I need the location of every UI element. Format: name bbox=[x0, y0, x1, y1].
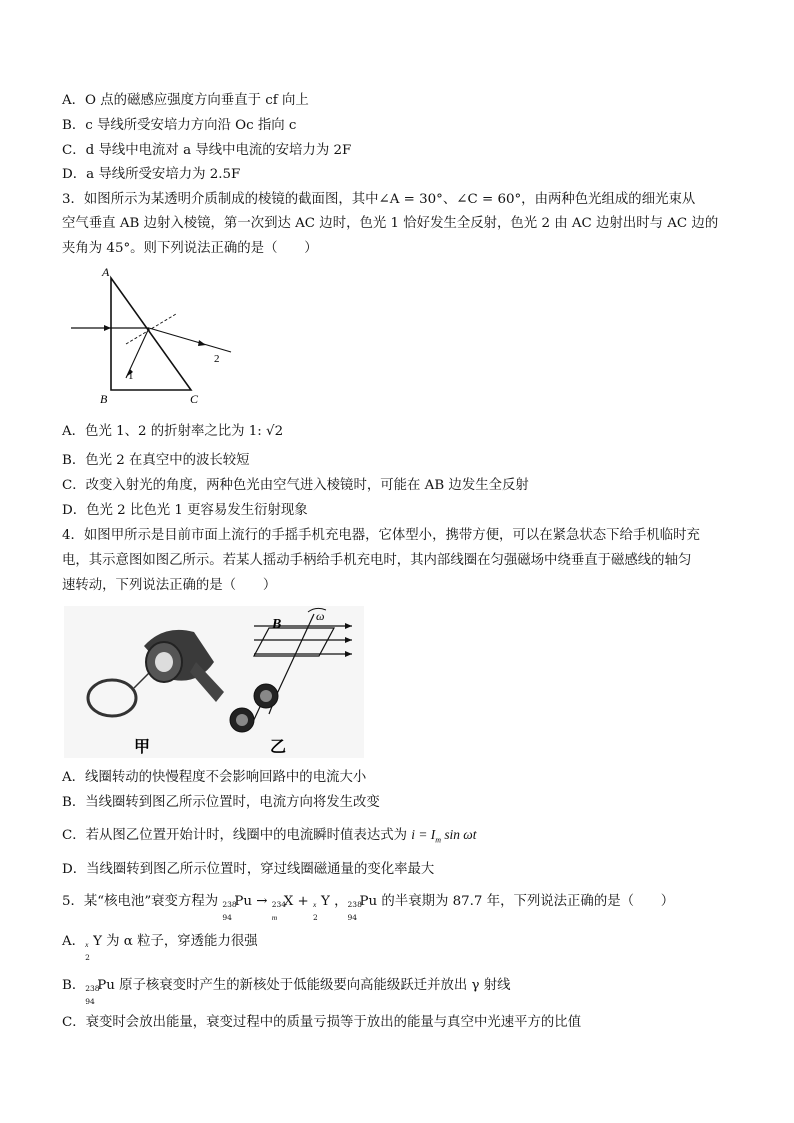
q4-option-b: B．当线圈转到图乙所示位置时，电流方向将发生改变 bbox=[62, 795, 380, 810]
prism-figure bbox=[66, 266, 241, 406]
reaction-arrow: → bbox=[252, 894, 272, 909]
pu-mass-2: 238 bbox=[347, 900, 362, 909]
q4-option-c-tail: sin ωt bbox=[440, 827, 477, 842]
q2-option-b: B．c 导线所受安培力方向沿 Oc 指向 c bbox=[62, 118, 297, 133]
q5-option-a-text: Y 为 α 粒子，穿透能力很强 bbox=[93, 934, 258, 949]
q5-a-y-mass: x bbox=[85, 940, 89, 949]
ray-2-arrow bbox=[198, 340, 206, 346]
q5-option-a bbox=[62, 933, 258, 962]
y-symbol: Y bbox=[321, 894, 330, 909]
q4-option-a: A．线圈转动的快慢程度不会影响回路中的电流大小 bbox=[62, 770, 367, 785]
field-b-label: B bbox=[272, 617, 282, 632]
prism-outline bbox=[111, 278, 191, 390]
q5-stem-pre: 5．某“核电池”衰变方程为 bbox=[62, 894, 223, 909]
q4-option-c-formula: i = I bbox=[411, 827, 436, 842]
q2-option-d: D．a 导线所受安培力为 2.5F bbox=[62, 167, 241, 182]
ray-1-label: 1 bbox=[128, 370, 134, 382]
q5-b-pu-mass: 238 bbox=[85, 984, 100, 993]
q3-stem-line1: 3．如图所示为某透明介质制成的棱镜的截面图，其中∠A = 30°、∠C = 60°，由两种色光组成的细光束从 bbox=[62, 192, 696, 207]
vertex-b-label: B bbox=[100, 392, 108, 406]
q5-separator: ， bbox=[329, 894, 348, 909]
q3-option-a: A．色光 1、2 的折射率之比为 1: √2 bbox=[62, 424, 284, 439]
q5-option-a-prefix: A． bbox=[62, 934, 86, 949]
vertex-c-label: C bbox=[190, 392, 199, 406]
q2-option-a: A．O 点的磁感应强度方向垂直于 cf 向上 bbox=[62, 93, 309, 108]
q4-option-c-sub: m bbox=[435, 835, 441, 845]
q5-option-b-text: Pu 原子核衰变时产生的新核处于低能级要向高能级跃迁并放出 γ 射线 bbox=[97, 978, 511, 993]
x-z: m bbox=[271, 913, 278, 922]
q5-stem bbox=[62, 893, 675, 922]
q3-option-d: D．色光 2 比色光 1 更容易发生衍射现象 bbox=[62, 503, 308, 518]
coil-loop bbox=[254, 628, 334, 656]
pu-symbol: Pu bbox=[234, 894, 253, 909]
q4-option-d: D．当线圈转到图乙所示位置时，穿过线圈磁通量的变化率最大 bbox=[62, 862, 435, 877]
q5-a-y-z: 2 bbox=[85, 953, 90, 962]
q5-option-b-prefix: B． bbox=[62, 978, 86, 993]
q4-stem-line1: 4．如图甲所示是目前市面上流行的手摇手机充电器，它体型小，携带方便，可以在紧急状态下给手机临时充 bbox=[62, 528, 700, 543]
incident-arrow bbox=[104, 325, 111, 331]
ray-2-label: 2 bbox=[214, 353, 220, 365]
q4-option-c bbox=[62, 826, 476, 845]
q2-option-c: C．d 导线中电流对 a 导线中电流的安培力为 2F bbox=[62, 143, 352, 158]
figure-yi-label: 乙 bbox=[270, 737, 287, 756]
q3-option-b: B．色光 2 在真空中的波长较短 bbox=[62, 453, 250, 468]
omega-label: ω bbox=[316, 609, 325, 623]
pu-z: 94 bbox=[222, 913, 232, 922]
q3-stem-line3: 夹角为 45°。则下列说法正确的是（ ） bbox=[62, 241, 318, 256]
charger-figure bbox=[64, 606, 364, 758]
pu-mass: 238 bbox=[222, 900, 237, 909]
lanyard-ring bbox=[88, 680, 136, 716]
q3-stem-line2: 空气垂直 AB 边射入棱镜，第一次到达 AC 边时，色光 1 恰好发生全反射，色光 2 由 AC 边射出时与 AC 边的 bbox=[62, 216, 719, 231]
q3-option-c: C．改变入射光的角度，两种色光由空气进入棱镜时，可能在 AB 边发生全反射 bbox=[62, 478, 529, 493]
q4-stem-line2: 电，其示意图如图乙所示。若某人摇动手柄给手机充电时，其内部线圈在匀强磁场中绕垂直于磁感线的轴匀 bbox=[62, 553, 692, 568]
q5-option-b bbox=[62, 977, 511, 1006]
y-z: 2 bbox=[313, 913, 318, 922]
x-symbol: X bbox=[283, 894, 294, 909]
q4-option-c-text: C．若从图乙位置开始计时，线圈中的电流瞬时值表达式为 bbox=[62, 828, 412, 843]
pu-z-2: 94 bbox=[347, 913, 358, 922]
figure-jia-label: 甲 bbox=[134, 737, 151, 756]
q4-stem-line3: 速转动，下列说法正确的是（ ） bbox=[62, 578, 277, 593]
vertex-a-label: A bbox=[102, 266, 110, 279]
x-mass: 234 bbox=[271, 900, 287, 909]
plus-sign: + bbox=[293, 894, 314, 909]
q5-half-life-text: Pu 的半衰期为 87.7 年，下列说法正确的是（ ） bbox=[359, 894, 675, 909]
q5-option-c: C．衰变时会放出能量，衰变过程中的质量亏损等于放出的能量与真空中光速平方的比值 bbox=[62, 1015, 582, 1030]
q5-b-pu-z: 94 bbox=[85, 997, 95, 1006]
y-mass: x bbox=[313, 900, 317, 909]
